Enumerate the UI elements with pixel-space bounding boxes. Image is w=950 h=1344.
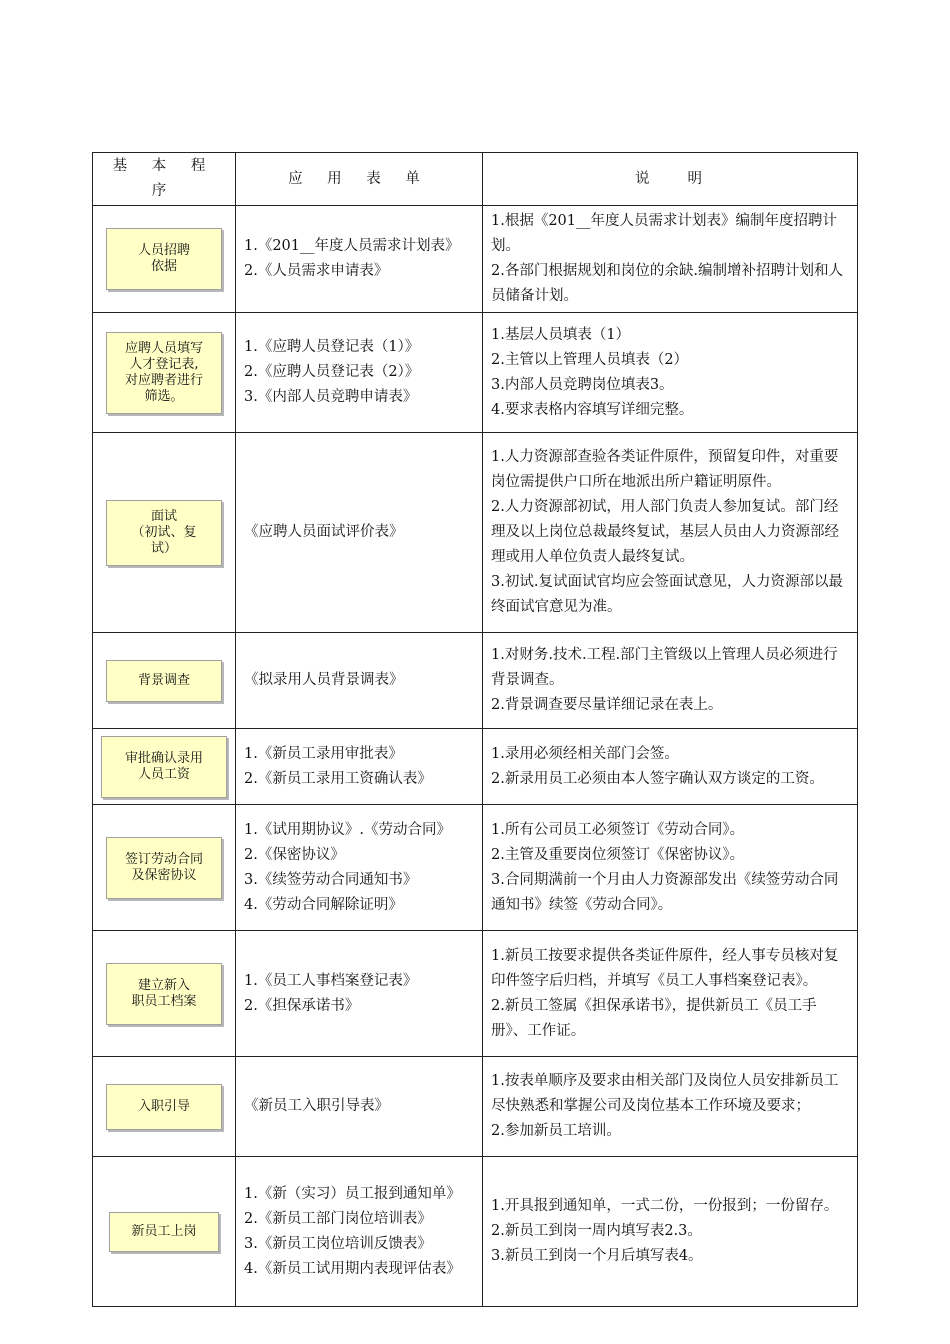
forms-cell xyxy=(236,1057,483,1157)
description-item: 2.新员工签属《担保承诺书》，提供新员工《员工手册》、工作证。 xyxy=(491,997,817,1039)
description-item: 2.主管及重要岗位须签订《保密协议》。 xyxy=(491,846,745,863)
table-row xyxy=(93,206,858,313)
step-box xyxy=(106,660,222,702)
form-item: 《新员工入职引导表》 xyxy=(244,1098,389,1114)
description-cell xyxy=(483,729,858,805)
description-item: 2.各部门根据规划和岗位的余缺.编制增补招聘计划和人员储备计划。 xyxy=(491,263,843,304)
step-label: 审批确认录用 人员工资 xyxy=(124,750,203,782)
description-item: 3.内部人员竞聘岗位填表3。 xyxy=(491,376,674,393)
header-row xyxy=(93,153,858,206)
description-item: 1.基层人员填表（1） xyxy=(491,326,631,343)
description-item: 1.所有公司员工必须签订《劳动合同》。 xyxy=(491,821,745,838)
description-item: 1.按表单顺序及要求由相关部门及岗位人员安排新员工尽快熟悉和掌握公司及岗位基本工作环境及要求； xyxy=(491,1073,839,1114)
description-cell xyxy=(483,633,858,729)
description-cell xyxy=(483,931,858,1057)
description-cell xyxy=(483,1157,858,1307)
forms-cell xyxy=(236,206,483,313)
table-row xyxy=(93,931,858,1057)
description-item: 1.新员工按要求提供各类证件原件，经人事专员核对复印件签字后归档，并填写《员工人事档案登记表》。 xyxy=(491,947,839,989)
form-item: 《拟录用人员背景调表》 xyxy=(244,672,404,688)
description-item: 2.参加新员工培训。 xyxy=(491,1123,621,1139)
step-box xyxy=(106,837,222,899)
description-item: 2.背景调查要尽量详细记录在表上。 xyxy=(491,697,723,713)
form-item: 1.《201__年度人员需求计划表》 xyxy=(244,238,460,254)
table-row xyxy=(93,729,858,805)
form-item: 1.《新（实习）员工报到通知单》2.《新员工部门岗位培训表》 xyxy=(244,1185,461,1227)
form-item: 2.《应聘人员登记表（2）》 xyxy=(244,364,420,380)
form-item: 1.《员工人事档案登记表》 xyxy=(244,972,418,989)
step-label: 背景调查 xyxy=(137,672,190,688)
step-box xyxy=(106,1084,222,1130)
description-item: 2.主管以上管理人员填表（2） xyxy=(491,351,689,368)
step-cell xyxy=(93,633,236,729)
description-item: 1.开具报到通知单，一式二份，一份报到；一份留存。 xyxy=(491,1198,839,1214)
table-row xyxy=(93,313,858,433)
step-cell xyxy=(93,729,236,805)
table-row xyxy=(93,1057,858,1157)
form-item: 1.《试用期协议》.《劳动合同》 xyxy=(244,821,451,838)
step-cell xyxy=(93,313,236,433)
description-item: 1.根据《201__年度人员需求计划表》编制年度招聘计划。 xyxy=(491,213,838,254)
description-cell xyxy=(483,206,858,313)
form-item: 1.《新员工录用审批表》 xyxy=(244,745,403,762)
form-item: 2.《保密协议》 xyxy=(244,846,345,863)
description-item: 2.人力资源部初试，用人部门负责人参加复试。部门经理及以上岗位总裁最终复试，基层人员由人力资源部经理或用人单位负责人最终复试。 xyxy=(491,499,839,565)
form-item: 4.《新员工试用期内表现评估表》 xyxy=(244,1260,461,1277)
forms-cell xyxy=(236,931,483,1057)
procedure-table xyxy=(92,152,858,1307)
step-label: 入职引导 xyxy=(137,1098,190,1114)
description-cell xyxy=(483,433,858,633)
step-label: 人员招聘 依据 xyxy=(137,243,190,274)
step-label: 签订劳动合同 及保密协议 xyxy=(124,851,203,883)
description-item: 2.新员工到岗一周内填写表2.3。 xyxy=(491,1223,702,1239)
description-cell xyxy=(483,1057,858,1157)
table-row xyxy=(93,805,858,931)
step-box xyxy=(106,228,222,290)
forms-cell xyxy=(236,313,483,433)
forms-cell xyxy=(236,633,483,729)
step-label: 新员工上岗 xyxy=(131,1223,197,1239)
step-cell xyxy=(93,1057,236,1157)
forms-cell xyxy=(236,729,483,805)
step-box xyxy=(109,1212,219,1252)
form-item: 3.《续签劳动合同通知书》 xyxy=(244,871,418,888)
description-cell xyxy=(483,805,858,931)
description-item: 1.人力资源部查验各类证件原件，预留复印件，对重要岗位需提供户口所在地派出所户籍证明原件。 xyxy=(491,449,839,490)
form-item: 2.《担保承诺书》 xyxy=(244,997,360,1014)
table-row xyxy=(93,633,858,729)
description-item: 1.对财务.技术.工程.部门主管级以上管理人员必须进行背景调查。 xyxy=(491,647,838,688)
table-row xyxy=(93,1157,858,1307)
description-item: 2.新录用员工必须由本人签字确认双方谈定的工资。 xyxy=(491,770,824,787)
table-row xyxy=(93,433,858,633)
description-item: 3.新员工到岗一个月后填写表4。 xyxy=(491,1248,703,1264)
step-box xyxy=(101,736,227,798)
form-item: 3.《新员工岗位培训反馈表》 xyxy=(244,1235,432,1252)
form-item: 2.《新员工录用工资确认表》 xyxy=(244,770,432,787)
description-item: 3.初试.复试面试官均应会签面试意见，人力资源部以最终面试官意见为准。 xyxy=(491,574,843,615)
step-box xyxy=(106,500,222,566)
step-cell xyxy=(93,931,236,1057)
form-item: 1.《应聘人员登记表（1）》 xyxy=(244,339,420,355)
description-item: 1.录用必须经相关部门会签。 xyxy=(491,745,679,762)
form-item: 4.《劳动合同解除证明》 xyxy=(244,896,403,913)
forms-cell xyxy=(236,1157,483,1307)
header-steps: 基 本 程 序 xyxy=(93,153,236,206)
step-box xyxy=(106,963,222,1025)
form-item: 2.《人员需求申请表》 xyxy=(244,263,389,279)
step-label: 应聘人员填写 人才登记表, 对应聘者进行 筛选。 xyxy=(124,340,203,404)
description-item: 4.要求表格内容填写详细完整。 xyxy=(491,401,694,418)
description-cell xyxy=(483,313,858,433)
form-item: 3.《内部人员竞聘申请表》 xyxy=(244,389,418,405)
forms-cell xyxy=(236,433,483,633)
step-label: 建立新入 职员工档案 xyxy=(131,977,197,1009)
description-item: 3.合同期满前一个月由人力资源部发出《续签劳动合同通知书》续签《劳动合同》。 xyxy=(491,871,839,913)
step-label: 面试 （初试、复 试） xyxy=(131,508,197,556)
step-cell xyxy=(93,805,236,931)
header-forms: 应 用 表 单 xyxy=(236,153,483,206)
header-description: 说 明 xyxy=(483,153,858,206)
step-cell xyxy=(93,1157,236,1307)
step-cell xyxy=(93,433,236,633)
step-box xyxy=(106,332,222,414)
forms-cell xyxy=(236,805,483,931)
form-item: 《应聘人员面试评价表》 xyxy=(244,524,404,540)
step-cell xyxy=(93,206,236,313)
